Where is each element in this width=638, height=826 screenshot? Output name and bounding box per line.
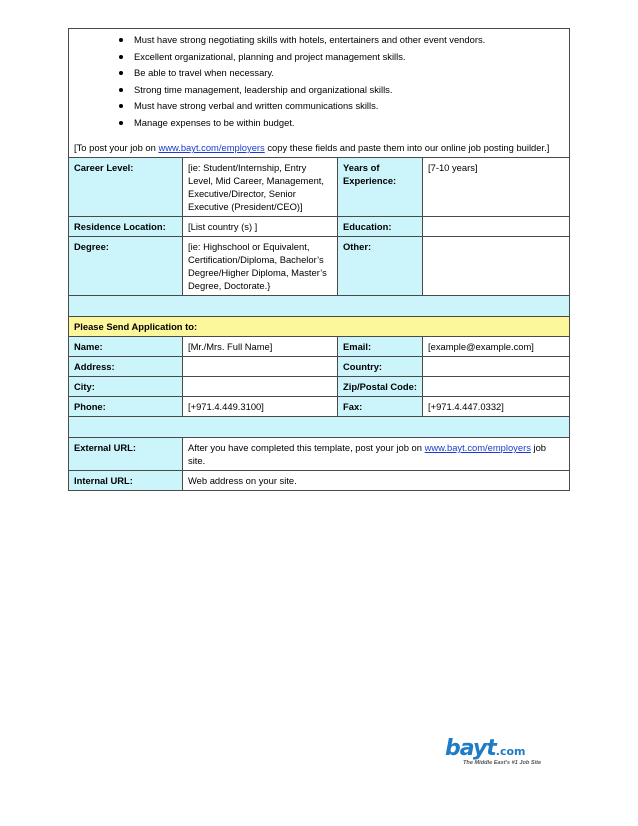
requirements-row	[69, 29, 570, 158]
external-employers-link[interactable]: www.bayt.com/employers	[424, 442, 531, 453]
table-row	[69, 471, 570, 491]
table-row	[69, 158, 570, 217]
address-value	[183, 357, 338, 377]
fax-label: Fax:	[338, 397, 423, 417]
logo-dotcom: .com	[495, 745, 526, 758]
list-item: Must have strong verbal and written communications skills.	[134, 98, 564, 115]
external-url-suffix: job site.	[188, 442, 547, 466]
zip-value	[423, 377, 570, 397]
residence-label: Residence Location:	[69, 217, 183, 237]
employers-link[interactable]: www.bayt.com/employers	[158, 142, 265, 153]
logo-word: bayt	[445, 736, 496, 761]
education-value	[423, 217, 570, 237]
experience-label: Years of Experience:	[338, 158, 423, 217]
city-label: City:	[69, 377, 183, 397]
email-label: Email:	[338, 337, 423, 357]
job-description-table	[68, 28, 570, 491]
requirements-cell	[69, 29, 570, 158]
table-row	[69, 337, 570, 357]
posting-note	[74, 141, 564, 154]
spacer-row	[69, 296, 570, 317]
career-level-label: Career Level:	[69, 158, 183, 217]
experience-value: [7-10 years]	[423, 158, 570, 217]
list-item: Excellent organizational, planning and project management skills.	[134, 49, 564, 66]
internal-url-label: Internal URL:	[69, 471, 183, 491]
application-header: Please Send Application to:	[69, 317, 570, 337]
external-url-prefix: After you have completed this template, post your job on	[188, 442, 425, 453]
name-label: Name:	[69, 337, 183, 357]
spacer-cell	[69, 417, 570, 438]
list-item: Strong time management, leadership and organizational skills.	[134, 82, 564, 99]
education-label: Education:	[338, 217, 423, 237]
list-item: Be able to travel when necessary.	[134, 65, 564, 82]
phone-label: Phone:	[69, 397, 183, 417]
posting-note-suffix: copy these fields and paste them into our online job posting builder.]	[264, 142, 550, 153]
other-label: Other:	[338, 237, 423, 296]
table-row	[69, 217, 570, 237]
phone-value: [+971.4.449.3100]	[183, 397, 338, 417]
bayt-logo	[445, 738, 565, 768]
address-label: Address:	[69, 357, 183, 377]
residence-value: [List country (s) ]	[183, 217, 338, 237]
spacer-cell	[69, 296, 570, 317]
zip-label: Zip/Postal Code:	[338, 377, 423, 397]
degree-value: [ie: Highschool or Equivalent, Certification/Diploma, Bachelor’s Degree/Higher Diploma, Master’s Degree, Doctorate.}	[183, 237, 338, 296]
requirements-list	[74, 32, 564, 131]
career-level-value: [ie: Student/Internship, Entry Level, Mid Career, Management, Executive/Director, Senior Executive (President/CEO)]	[183, 158, 338, 217]
spacer-row	[69, 417, 570, 438]
city-value	[183, 377, 338, 397]
posting-note-prefix: [To post your job on	[74, 142, 159, 153]
table-row	[69, 237, 570, 296]
table-row	[69, 438, 570, 471]
internal-url-value: Web address on your site.	[183, 471, 570, 491]
other-value	[423, 237, 570, 296]
list-item: Must have strong negotiating skills with hotels, entertainers and other event vendors.	[134, 32, 564, 49]
external-url-value	[183, 438, 570, 471]
table-row	[69, 357, 570, 377]
list-item: Manage expenses to be within budget.	[134, 115, 564, 132]
table-row	[69, 377, 570, 397]
degree-label: Degree:	[69, 237, 183, 296]
country-value	[423, 357, 570, 377]
application-header-row	[69, 317, 570, 337]
external-url-label: External URL:	[69, 438, 183, 471]
name-value: [Mr./Mrs. Full Name]	[183, 337, 338, 357]
email-value: [example@example.com]	[423, 337, 570, 357]
country-label: Country:	[338, 357, 423, 377]
logo-tagline: The Middle East's #1 Job Site	[463, 760, 542, 766]
table-row	[69, 397, 570, 417]
fax-value: [+971.4.447.0332]	[423, 397, 570, 417]
